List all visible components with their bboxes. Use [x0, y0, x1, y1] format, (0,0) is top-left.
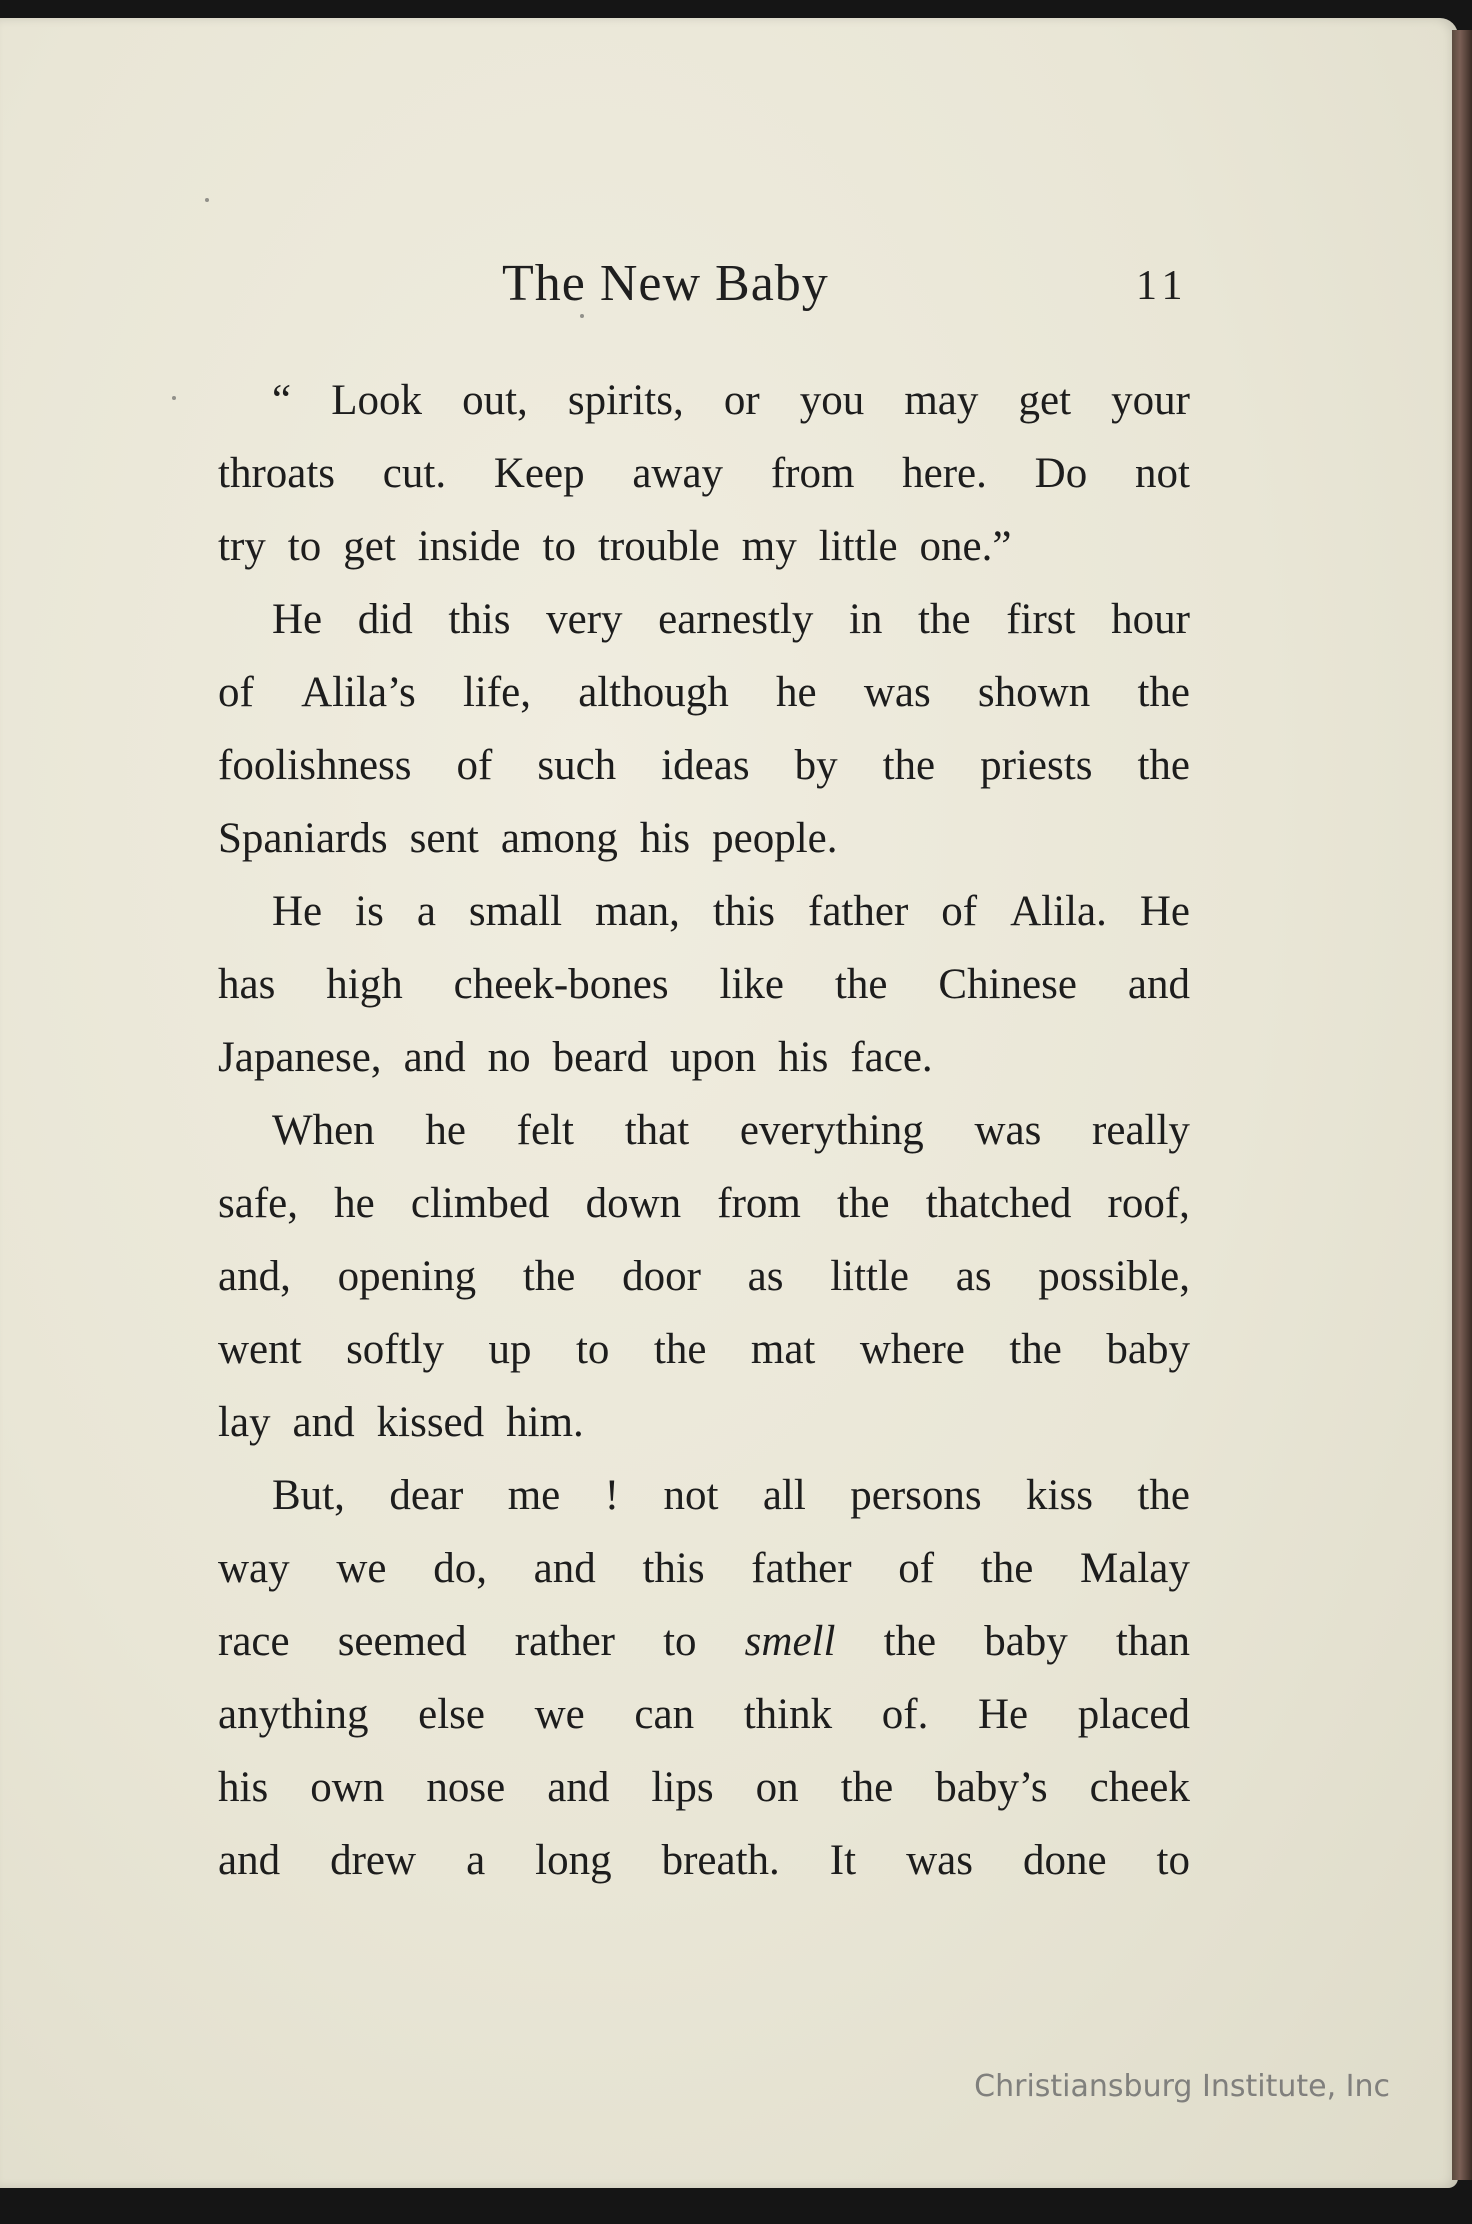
text-line: “ Look out, spirits, or you may get your — [272, 377, 1190, 424]
page-number: 11 — [1136, 263, 1189, 309]
book-page — [0, 18, 1458, 2188]
text-line: safe, he climbed down from the thatched roof, — [218, 1180, 1190, 1227]
text-line: went softly up to the mat where the baby — [218, 1326, 1190, 1373]
text-line: anything else we can think of. He placed — [218, 1691, 1190, 1738]
text-line: foolishness of such ideas by the priests the — [218, 742, 1190, 789]
text-line: and, opening the door as little as possible, — [218, 1253, 1190, 1300]
running-head — [0, 254, 1458, 324]
paper-speck — [205, 198, 209, 202]
text-line: his own nose and lips on the baby’s cheek — [218, 1764, 1190, 1811]
text-line: But, dear me ! not all persons kiss the — [272, 1472, 1190, 1519]
text-line: Spaniards sent among his people. — [218, 815, 838, 862]
text-line: When he felt that everything was really — [272, 1107, 1190, 1154]
text-line: throats cut. Keep away from here. Do not — [218, 450, 1190, 497]
text-line: lay and kissed him. — [218, 1399, 584, 1446]
running-head-title: The New Baby — [502, 255, 829, 312]
text-line: way we do, and this father of the Malay — [218, 1545, 1190, 1592]
watermark: Christiansburg Institute, Inc — [974, 2069, 1390, 2104]
paper-speck — [172, 396, 176, 400]
book-edge — [1452, 30, 1472, 2180]
text-line: Japanese, and no beard upon his face. — [218, 1034, 933, 1081]
body-text — [218, 364, 1190, 1897]
text-line: of Alila’s life, although he was shown the — [218, 669, 1190, 716]
text-line: race seemed rather to smell the baby than — [218, 1618, 1190, 1665]
text-line: and drew a long breath. It was done to — [218, 1837, 1190, 1884]
text-line: try to get inside to trouble my little one.” — [218, 523, 1012, 570]
text-line: He is a small man, this father of Alila. He — [272, 888, 1190, 935]
text-line: He did this very earnestly in the first hour — [272, 596, 1190, 643]
text-line: has high cheek-bones like the Chinese and — [218, 961, 1190, 1008]
